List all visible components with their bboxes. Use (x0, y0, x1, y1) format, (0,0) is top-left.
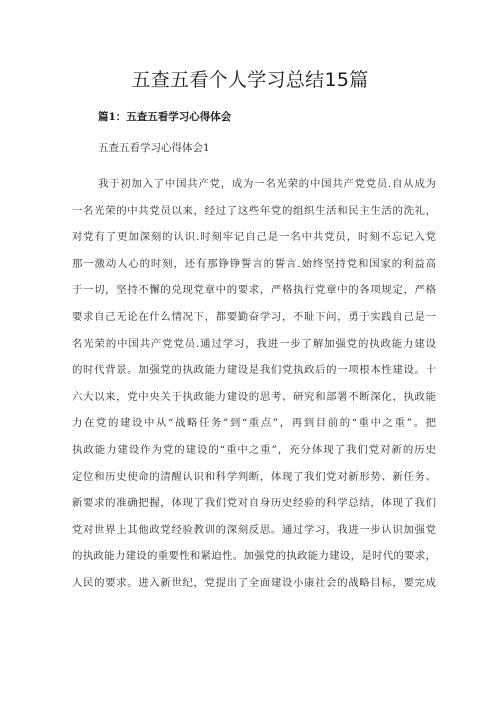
body-line: 力在党的建设中从“战略任务”到“重点”，再到目前的“重中之重”。把 (72, 417, 436, 430)
body-paragraph (72, 171, 436, 597)
section-subtitle: 五查五看学习心得体会1 (98, 142, 210, 154)
body-line: 那一激动人心的时刻，还有那铮铮誓言的誓言.始终坚持党和国家的利益高 (72, 257, 436, 270)
body-line: 名光荣的中国共产党党员.通过学习，我进一步了解加强党的执政能力建设 (72, 337, 436, 350)
body-line: 要求自己无论在什么情况下，都要勤奋学习，不耻下问，勇于实践自己是一 (72, 310, 436, 323)
body-line: 党对世界上其他政党经验教训的深刻反思。通过学习，我进一步认识加强党 (72, 523, 436, 536)
body-line: 的时代背景。加强党的执政能力建设是我们党执政后的一项根本性建设。十 (72, 364, 436, 377)
body-line: 定位和历史使命的清醒认识和科学判断，体现了我们党对新形势、新任务、 (72, 470, 436, 483)
body-line: 对党有了更加深刻的认识.时刻牢记自己是一名中共党员，时刻不忘记入党 (72, 231, 436, 244)
body-line: 一名光荣的中共党员以来，经过了这些年党的组织生活和民主生活的洗礼， (72, 204, 436, 217)
body-line: 执政能力建设作为党的建设的“重中之重”，充分体现了我们党对新的历史 (72, 443, 436, 456)
section-heading: 篇1：五查五看学习心得体会 (98, 111, 232, 123)
body-line: 我于初加入了中国共产党，成为一名光荣的中国共产党党员.自从成为 (98, 178, 436, 190)
body-line: 六大以来，党中央关于执政能力建设的思考、研究和部署不断深化，执政能 (72, 390, 436, 403)
document-title: 五查五看个人学习总结15篇 (131, 69, 369, 91)
body-line: 于一切，坚持不懈的兑现党章中的要求，严格执行党章中的各项规定，严格 (72, 284, 436, 297)
body-line: 新要求的准确把握，体现了我们党对自身历史经验的科学总结，体现了我们 (72, 497, 436, 510)
body-line: 的执政能力建设的重要性和紧迫性。加强党的执政能力建设，是时代的要求， (72, 550, 436, 563)
body-line: 人民的要求。进入新世纪，党提出了全面建设小康社会的战略目标，要完成 (72, 576, 436, 589)
